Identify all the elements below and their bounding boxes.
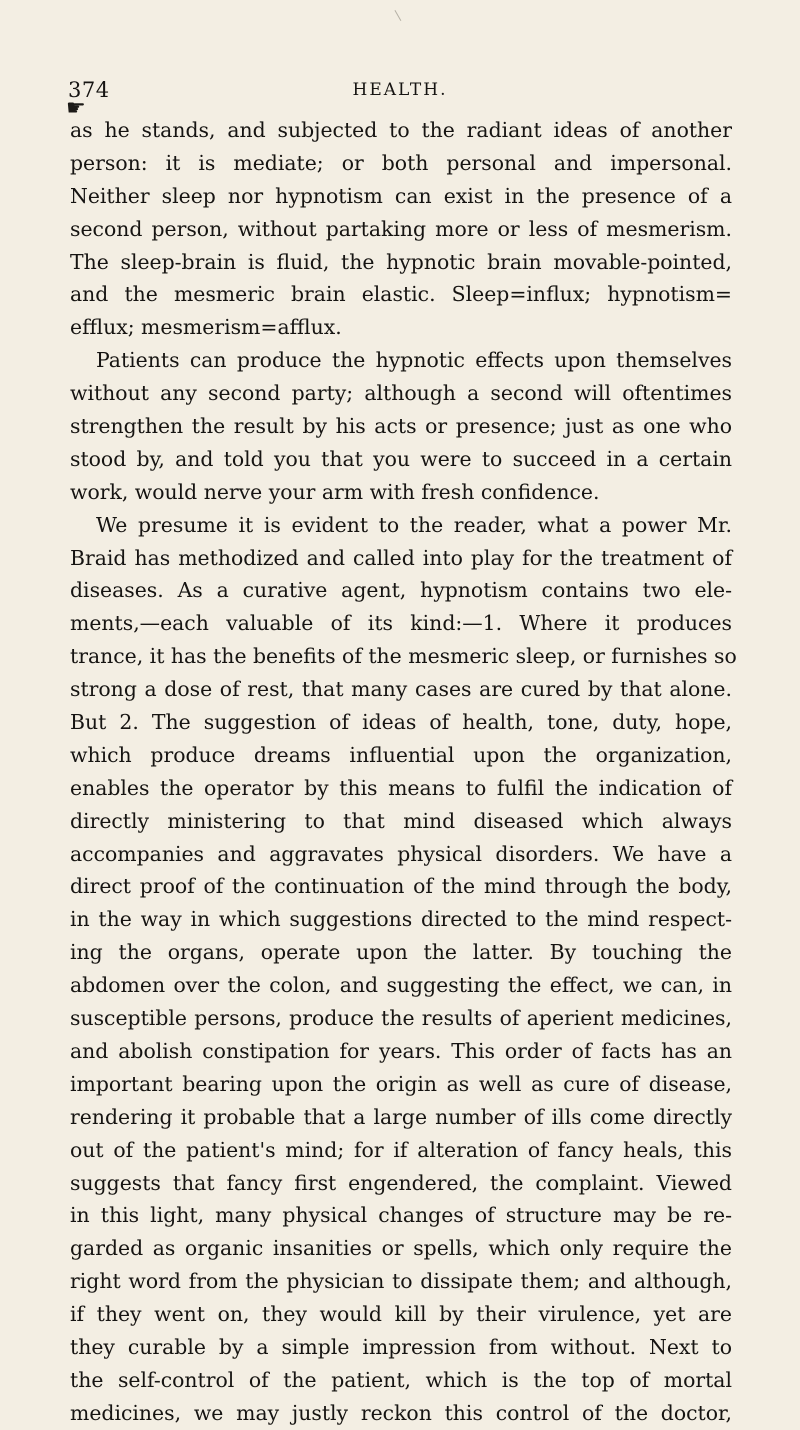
text-line: if they went on, they would kill by their virulence, yet are (70, 1302, 732, 1327)
text-line: as he stands, and subjected to the radiant ideas of another (70, 118, 732, 142)
text-line: strong a dose of rest, that many cases are cured by that alone. (70, 677, 732, 702)
text-line: medicines, we may justly reckon this control of the doctor, (70, 1400, 732, 1425)
text-line: garded as organic insanities or spells, which only require the (70, 1236, 732, 1261)
page-header (68, 78, 732, 108)
text-line: ing the organs, operate upon the latter. By touching the (70, 940, 732, 965)
text-line: person: it is mediate; or both personal and impersonal. (70, 150, 732, 175)
text-line: without any second party; although a second will oftentimes (70, 381, 732, 406)
text-line: susceptible persons, produce the results of aperient medicines, (70, 1006, 732, 1031)
margin-pointer-icon: ☛ (66, 96, 86, 121)
text-line: out of the patient's mind; for if alteration of fancy heals, this (70, 1137, 732, 1162)
text-line: accompanies and aggravates physical disorders. We have a (70, 841, 732, 866)
text-line: ments,—each valuable of its kind:—1. Where it produces (70, 611, 732, 636)
text-line: stood by, and told you that you were to succeed in a certain (70, 446, 732, 471)
text-line: The sleep-brain is fluid, the hypnotic brain movable-pointed, (70, 249, 732, 274)
text-line: strengthen the result by his acts or presence; just as one who (70, 414, 732, 439)
body-text (70, 114, 737, 1430)
page-number: 374 (68, 78, 110, 102)
text-line: the self-control of the patient, which is the top of mortal (70, 1367, 732, 1392)
text-line: enables the operator by this means to fulfil the indication of (70, 775, 732, 800)
text-line: which produce dreams influential upon the organization, (70, 742, 732, 767)
text-line: trance, it has the benefits of the mesmeric sleep, or furnishes so (70, 644, 737, 669)
text-line: and abolish constipation for years. This order of facts has an (70, 1038, 732, 1063)
text-line: abdomen over the colon, and suggesting the effect, we can, in (70, 973, 732, 998)
text-line: rendering it probable that a large number of ills come directly (70, 1104, 732, 1129)
text-line: and the mesmeric brain elastic. Sleep=influx; hypnotism= (70, 282, 732, 307)
text-line: they curable by a simple impression from without. Next to (70, 1334, 732, 1359)
text-line: in this light, many physical changes of structure may be re- (70, 1203, 732, 1228)
text-line: Patients can produce the hypnotic effects upon themselves (96, 348, 732, 373)
text-line: diseases. As a curative agent, hypnotism contains two ele- (70, 578, 732, 603)
text-line: We presume it is evident to the reader, what a power Mr. (96, 512, 732, 537)
text-line: But 2. The suggestion of ideas of health, tone, duty, hope, (70, 710, 732, 735)
text-line: work, would nerve your arm with fresh confidence. (70, 479, 600, 504)
stray-mark (394, 7, 406, 21)
text-line: directly ministering to that mind diseased which always (70, 808, 732, 833)
text-line: important bearing upon the origin as well as cure of disease, (70, 1071, 732, 1096)
text-line: efflux; mesmerism=afflux. (70, 315, 342, 340)
text-line: second person, without partaking more or less of mesmerism. (70, 216, 732, 241)
text-line: suggests that fancy first engendered, the complaint. Viewed (70, 1170, 732, 1195)
text-line: Neither sleep nor hypnotism can exist in the presence of a (70, 183, 732, 208)
text-line: right word from the physician to dissipate them; and although, (70, 1269, 732, 1294)
running-head: HEALTH. (352, 80, 448, 100)
text-line: Braid has methodized and called into play for the treatment of (70, 545, 732, 570)
text-line: in the way in which suggestions directed to the mind respect- (70, 907, 732, 932)
text-line: direct proof of the continuation of the mind through the body, (70, 874, 732, 899)
